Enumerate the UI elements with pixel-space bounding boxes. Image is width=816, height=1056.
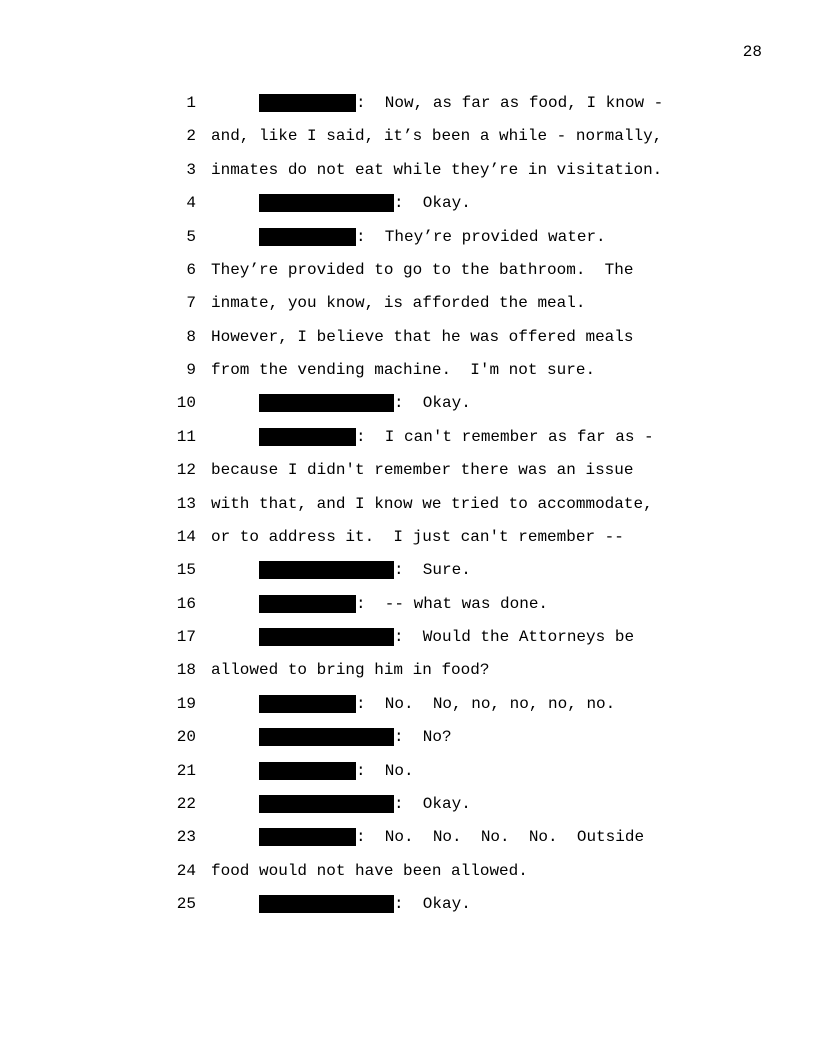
transcript-line xyxy=(0,328,816,361)
redaction-bar xyxy=(259,394,394,412)
line-content: : Okay. xyxy=(394,394,471,413)
line-number: 7 xyxy=(186,294,196,313)
line-number: 21 xyxy=(176,761,196,780)
line-number: 1 xyxy=(186,94,196,112)
line-text xyxy=(211,528,624,546)
line-content: : Sure. xyxy=(394,561,471,580)
line-text xyxy=(211,127,662,145)
line-text xyxy=(211,862,528,880)
line-content: : Okay. xyxy=(394,895,471,913)
line-number: 19 xyxy=(176,694,196,713)
transcript-line xyxy=(0,428,816,461)
line-content: : No. xyxy=(356,761,414,780)
line-content: inmate, you know, is afforded the meal. xyxy=(211,294,586,313)
transcript-line xyxy=(0,194,816,227)
line-number: 4 xyxy=(186,194,196,213)
line-content: : Now, as far as food, I know - xyxy=(356,94,664,112)
line-content: inmates do not eat while they’re in visitation. xyxy=(211,160,663,179)
line-number: 13 xyxy=(176,494,196,513)
transcript-line xyxy=(0,795,816,828)
redaction-bar xyxy=(259,428,356,446)
line-content: : They’re provided water. xyxy=(356,227,606,246)
line-text xyxy=(259,394,471,412)
line-number: 9 xyxy=(186,361,196,379)
redaction-bar xyxy=(259,828,356,846)
line-number: 20 xyxy=(176,728,196,747)
line-number: 23 xyxy=(176,828,196,847)
line-text xyxy=(259,628,634,646)
line-content: from the vending machine. I'm not sure. xyxy=(211,361,596,379)
redaction-bar xyxy=(259,728,394,746)
line-number: 16 xyxy=(176,594,196,613)
line-content: food would not have been allowed. xyxy=(211,861,528,880)
line-content: and, like I said, it’s been a while - normally, xyxy=(211,127,663,146)
line-content: : Would the Attorneys be xyxy=(394,628,635,646)
line-text xyxy=(259,561,471,579)
line-content: They’re provided to go to the bathroom. The xyxy=(211,260,634,279)
transcript-line xyxy=(0,161,816,194)
line-text xyxy=(259,94,663,112)
redaction-bar xyxy=(259,561,394,579)
line-text xyxy=(211,661,489,679)
line-number: 2 xyxy=(186,127,196,146)
redaction-bar xyxy=(259,762,356,780)
line-content: : I can't remember as far as - xyxy=(356,427,654,446)
transcript-line xyxy=(0,695,816,728)
line-number: 3 xyxy=(186,160,196,179)
redaction-bar xyxy=(259,595,356,613)
page-number: 28 xyxy=(742,43,762,61)
line-number: 10 xyxy=(176,394,196,413)
line-text xyxy=(259,695,615,713)
redaction-bar xyxy=(259,695,356,713)
line-text xyxy=(211,294,585,312)
line-number: 5 xyxy=(186,227,196,246)
line-text xyxy=(211,328,633,346)
line-text xyxy=(259,228,606,246)
line-text xyxy=(259,795,471,813)
line-text xyxy=(259,194,471,212)
line-text xyxy=(211,461,633,479)
redaction-bar xyxy=(259,228,356,246)
line-text xyxy=(259,728,452,746)
transcript-line xyxy=(0,595,816,628)
redaction-bar xyxy=(259,194,394,212)
redaction-bar xyxy=(259,94,356,112)
line-number: 17 xyxy=(176,628,196,646)
line-number: 22 xyxy=(176,794,196,813)
line-content: with that, and I know we tried to accommodate, xyxy=(211,494,653,513)
line-text xyxy=(211,495,653,513)
redaction-bar xyxy=(259,895,394,913)
line-number: 11 xyxy=(176,427,196,446)
transcript-line xyxy=(0,561,816,594)
transcript-line xyxy=(0,94,816,127)
line-number: 14 xyxy=(176,527,196,546)
transcript-line xyxy=(0,394,816,427)
line-content: : -- what was done. xyxy=(356,594,549,613)
transcript-line xyxy=(0,762,816,795)
line-content: allowed to bring him in food? xyxy=(211,661,490,680)
line-content: : Okay. xyxy=(394,794,471,813)
redaction-bar xyxy=(259,628,394,646)
line-number: 8 xyxy=(186,327,196,346)
line-text xyxy=(259,595,548,613)
transcript-line xyxy=(0,828,816,861)
line-number: 6 xyxy=(186,260,196,279)
line-text xyxy=(259,895,471,913)
line-content: : No? xyxy=(394,728,452,747)
line-content: However, I believe that he was offered meals xyxy=(211,327,634,346)
transcript-line xyxy=(0,728,816,761)
line-text xyxy=(259,828,644,846)
transcript-line xyxy=(0,895,816,928)
transcript-line xyxy=(0,528,816,561)
line-number: 24 xyxy=(176,861,196,880)
transcript-body xyxy=(0,94,816,928)
transcript-line xyxy=(0,294,816,327)
transcript-line xyxy=(0,862,816,895)
transcript-line xyxy=(0,461,816,494)
line-content: : Okay. xyxy=(394,194,471,213)
line-number: 15 xyxy=(176,561,196,580)
transcript-line xyxy=(0,361,816,394)
line-content: or to address it. I just can't remember -- xyxy=(211,527,624,546)
transcript-line xyxy=(0,127,816,160)
line-content: : No. No. No. No. Outside xyxy=(356,828,645,847)
transcript-line xyxy=(0,661,816,694)
line-text xyxy=(211,261,633,279)
line-number: 18 xyxy=(176,661,196,680)
line-text xyxy=(211,361,595,379)
line-number: 25 xyxy=(176,895,196,913)
transcript-line xyxy=(0,628,816,661)
line-content: : No. No, no, no, no, no. xyxy=(356,694,616,713)
line-text xyxy=(259,428,654,446)
line-text xyxy=(211,161,662,179)
line-text xyxy=(259,762,414,780)
transcript-line xyxy=(0,261,816,294)
transcript-line xyxy=(0,228,816,261)
line-content: because I didn't remember there was an issue xyxy=(211,461,634,480)
transcript-line xyxy=(0,495,816,528)
redaction-bar xyxy=(259,795,394,813)
line-number: 12 xyxy=(176,461,196,480)
